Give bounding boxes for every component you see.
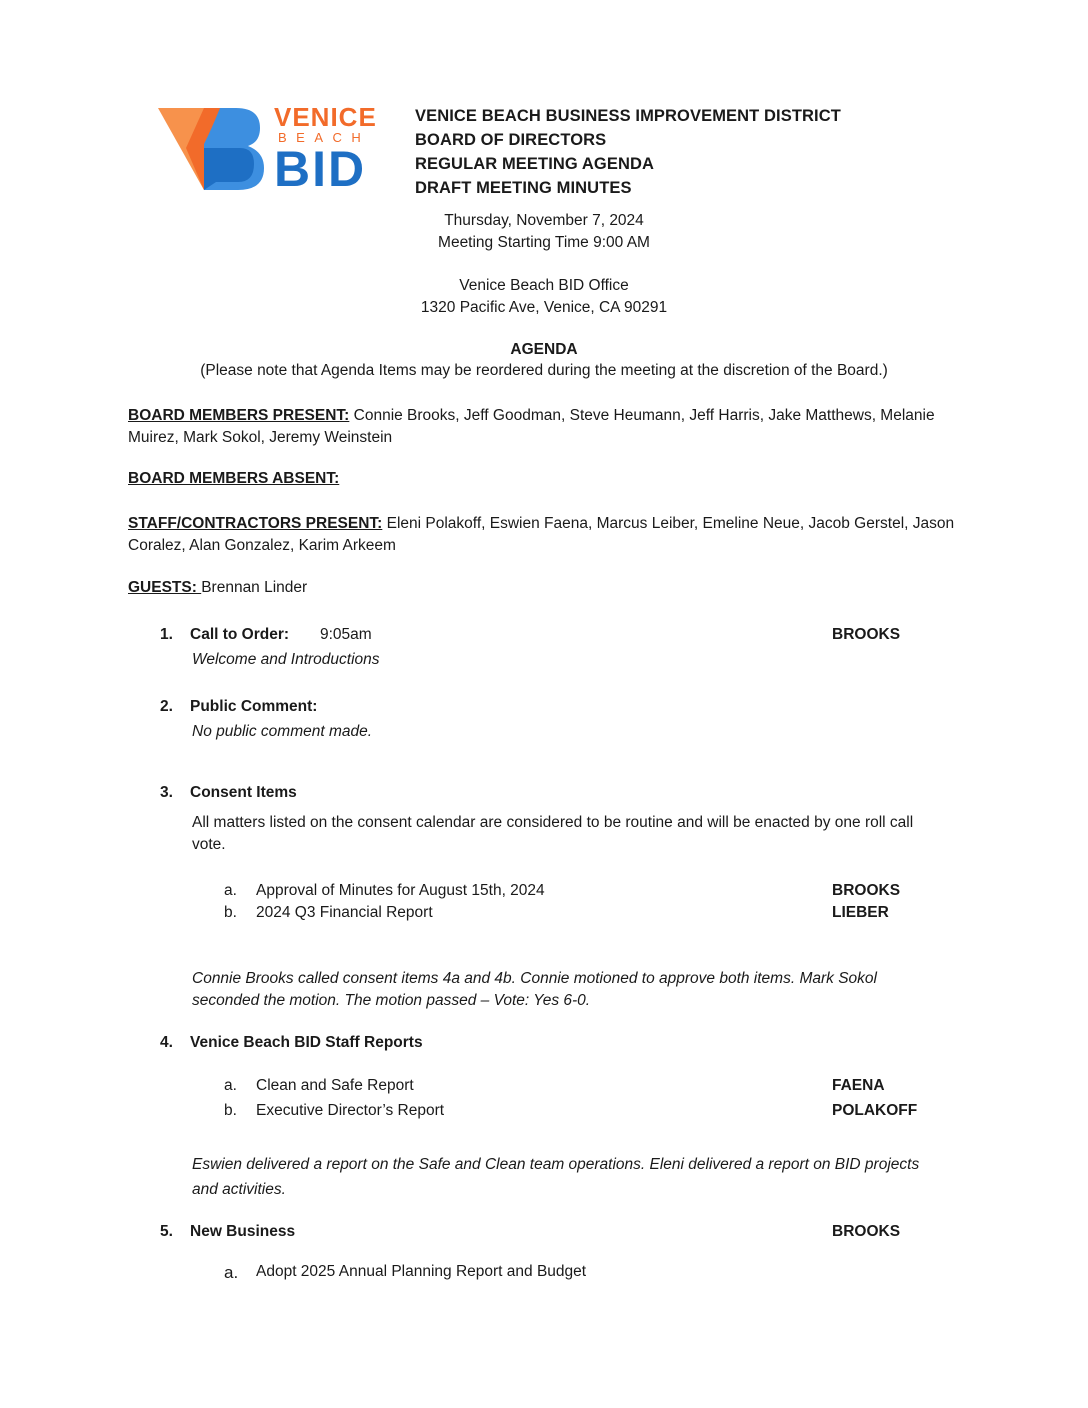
item-number: 5. xyxy=(160,1223,173,1240)
location-address: 1320 Pacific Ave, Venice, CA 90291 xyxy=(420,299,668,316)
item-number: 1. xyxy=(160,626,173,643)
agenda-item-1 xyxy=(160,622,960,672)
sub-item-label: a. xyxy=(224,1263,239,1282)
agenda-note: (Please note that Agenda Items may be reordered during the meeting at the discretion of the Board.) xyxy=(200,362,888,379)
item-title: Venice Beach BID Staff Reports xyxy=(190,1034,423,1051)
sub-item-label: a. xyxy=(224,882,237,899)
header-line-2: BOARD OF DIRECTORS xyxy=(415,131,607,149)
header-line-1: VENICE BEACH BUSINESS IMPROVEMENT DISTRICT xyxy=(415,107,841,125)
agenda-item-4 xyxy=(160,1034,960,1052)
venice-beach-bid-logo xyxy=(156,102,384,197)
guests xyxy=(128,579,307,597)
staff-present-names-2: Coralez, Alan Gonzalez, Karim Arkeem xyxy=(128,537,396,554)
staff-present xyxy=(128,513,968,557)
sub-item-text: Clean and Safe Report xyxy=(256,1077,414,1094)
item-title: Public Comment: xyxy=(190,698,318,715)
meeting-location xyxy=(343,275,745,319)
item-note: Welcome and Introductions xyxy=(192,651,380,668)
note-line-1: Eswien delivered a report on the Safe and Clean team operations. Eleni delivered a report on BID projects xyxy=(192,1156,920,1173)
item-3-minutes-note xyxy=(192,968,972,1012)
agenda-title: AGENDA xyxy=(510,341,578,358)
logo-text-venice: VENICE xyxy=(274,102,377,132)
logo-text-bid: BID xyxy=(274,141,367,197)
guests-label: GUESTS: xyxy=(128,579,202,596)
board-present xyxy=(128,405,968,449)
item-owner: BROOKS xyxy=(832,626,901,643)
item-time: 9:05am xyxy=(320,626,372,643)
meeting-datetime xyxy=(343,210,745,254)
agenda-item-5 xyxy=(160,1223,960,1241)
sub-item-owner: BROOKS xyxy=(832,882,901,899)
sub-item-text: Executive Director’s Report xyxy=(256,1102,445,1119)
sub-item-text: Approval of Minutes for August 15th, 2024 xyxy=(256,882,545,899)
item-note: No public comment made. xyxy=(192,723,373,740)
item-title: Consent Items xyxy=(190,784,297,801)
note-line-1: Connie Brooks called consent items 4a and 4b. Connie motioned to approve both items. Mark Sokol xyxy=(192,970,877,987)
guests-names: Brennan Linder xyxy=(201,579,308,596)
note-line-2: and activities. xyxy=(192,1181,286,1198)
board-present-names-2: Muirez, Mark Sokol, Jeremy Weinstein xyxy=(128,429,393,446)
note-line-2: seconded the motion. The motion passed – Vote: Yes 6-0. xyxy=(192,992,591,1009)
item-description-line-1: All matters listed on the consent calendar are considered to be routine and will be enacted by one roll call xyxy=(192,814,914,831)
agenda-item-2 xyxy=(160,694,960,744)
item-title: New Business xyxy=(190,1223,296,1240)
location-name: Venice Beach BID Office xyxy=(459,277,629,294)
logo-text-beach: BEACH xyxy=(278,130,371,145)
agenda-item-3 xyxy=(160,784,980,856)
item-title: Call to Order: xyxy=(190,626,290,643)
board-present-label: BOARD MEMBERS PRESENT: xyxy=(128,407,350,424)
staff-present-label: STAFF/CONTRACTORS PRESENT: xyxy=(128,515,383,532)
logo-v-mark-icon xyxy=(156,104,266,194)
document-header xyxy=(415,104,841,200)
item-number: 4. xyxy=(160,1034,173,1051)
item-owner: BROOKS xyxy=(832,1223,901,1240)
item-number: 2. xyxy=(160,698,173,715)
sub-item-text: 2024 Q3 Financial Report xyxy=(256,904,433,921)
board-absent-label: BOARD MEMBERS ABSENT: xyxy=(128,470,340,487)
staff-present-names-1: Eleni Polakoff, Eswien Faena, Marcus Leiber, Emeline Neue, Jacob Gerstel, Jason xyxy=(382,515,955,532)
header-line-4: DRAFT MEETING MINUTES xyxy=(415,179,632,197)
item-4-minutes-note xyxy=(192,1152,972,1202)
board-present-names-1: Connie Brooks, Jeff Goodman, Steve Heumann, Jeff Harris, Jake Matthews, Melanie xyxy=(349,407,935,424)
sub-item-text: Adopt 2025 Annual Planning Report and Budget xyxy=(256,1263,587,1280)
sub-item-owner: LIEBER xyxy=(832,904,889,921)
item-number: 3. xyxy=(160,784,173,801)
item-description xyxy=(160,812,980,856)
sub-item-owner: POLAKOFF xyxy=(832,1102,918,1119)
sub-item-label: a. xyxy=(224,1077,237,1094)
header-line-3: REGULAR MEETING AGENDA xyxy=(415,155,655,173)
meeting-date: Thursday, November 7, 2024 xyxy=(444,212,644,229)
sub-item-label: b. xyxy=(224,904,237,921)
sub-item-owner: FAENA xyxy=(832,1077,885,1094)
meeting-start-time: Meeting Starting Time 9:00 AM xyxy=(438,234,650,251)
sub-item-label: b. xyxy=(224,1102,237,1119)
item-description-line-2: vote. xyxy=(192,836,226,853)
